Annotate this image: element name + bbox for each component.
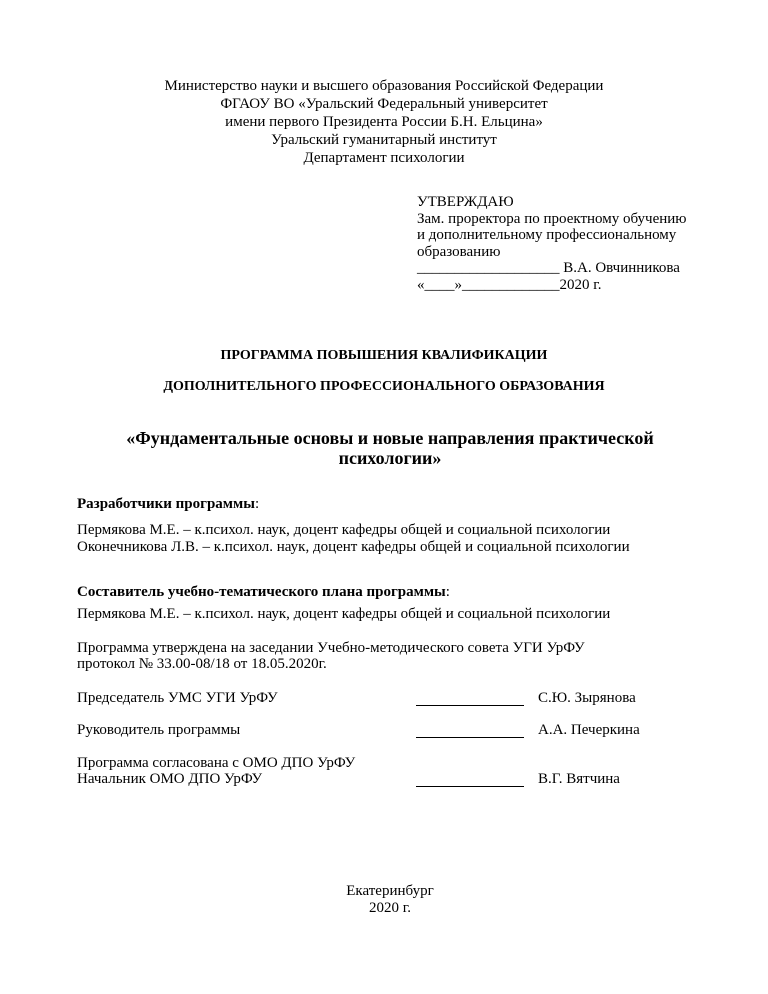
developers-label: Разработчики программы [77, 496, 255, 512]
developer-1: Пермякова М.Е. – к.психол. наук, доцент кафедры общей и социальной психологии [77, 522, 611, 538]
footer-city: Екатеринбург [346, 883, 434, 899]
program-type-line-1: ПРОГРАММА ПОВЫШЕНИЯ КВАЛИФИКАЦИИ [220, 348, 548, 363]
developers-heading [77, 496, 717, 513]
signature-role-omo: Начальник ОМО ДПО УрФУ [77, 771, 263, 787]
signature-name-head: А.А. Печеркина [538, 722, 640, 738]
approval-signature-line: ___________________ В.А. Овчинникова [417, 260, 680, 276]
approval-note-line-1: Программа утверждена на заседании Учебно-методического совета УГИ УрФУ [77, 640, 585, 656]
approval-position-line-3: образованию [417, 243, 501, 260]
program-title-line-1: «Фундаментальные основы и новые направления практической [126, 428, 654, 448]
approval-heading: УТВЕРЖДАЮ [417, 194, 514, 210]
signature-name-omo: В.Г. Вятчина [538, 771, 620, 787]
compiler-heading [77, 584, 717, 601]
institution-header [0, 78, 768, 168]
institute-line: Уральский гуманитарный институт [271, 132, 497, 148]
ministry-line: Министерство науки и высшего образования Российской Федерации [164, 78, 604, 94]
program-type-line-2: ДОПОЛНИТЕЛЬНОГО ПРОФЕССИОНАЛЬНОГО ОБРАЗОВАНИЯ [163, 379, 605, 394]
footer [0, 883, 768, 917]
signature-agreement-note: Программа согласована с ОМО ДПО УрФУ [77, 755, 356, 771]
program-title-line-2: психологии» [338, 448, 442, 468]
approval-block [417, 194, 717, 293]
university-name-line: имени первого Президента России Б.Н. Ельцина» [225, 114, 543, 130]
department-line: Департамент психологии [303, 150, 465, 166]
signature-role-head: Руководитель программы [77, 722, 241, 738]
signature-line-omo [416, 786, 524, 787]
footer-year: 2020 г. [369, 900, 411, 916]
program-title [100, 428, 680, 468]
signature-line-head [416, 737, 524, 738]
developer-2: Оконечникова Л.В. – к.психол. наук, доцент кафедры общей и социальной психологии [77, 539, 630, 555]
signature-role-chair: Председатель УМС УГИ УрФУ [77, 690, 278, 706]
compiler-label-colon: : [445, 584, 450, 600]
compiler-person: Пермякова М.Е. – к.психол. наук, доцент кафедры общей и социальной психологии [77, 606, 611, 622]
signature-line-chair [416, 705, 524, 706]
approval-position-line-1: Зам. проректора по проектному обучению [417, 210, 687, 227]
signature-name-chair: С.Ю. Зырянова [538, 690, 636, 706]
approval-note-line-2: протокол № 33.00-08/18 от 18.05.2020г. [77, 656, 327, 672]
approval-position-line-2: и дополнительному профессиональному [417, 227, 677, 243]
developers-label-colon: : [254, 496, 260, 512]
approval-date-line: «____»_____________2020 г. [417, 276, 602, 293]
compiler-label: Составитель учебно-тематического плана программы [77, 584, 446, 600]
university-line: ФГАОУ ВО «Уральский Федеральный университет [220, 96, 548, 112]
